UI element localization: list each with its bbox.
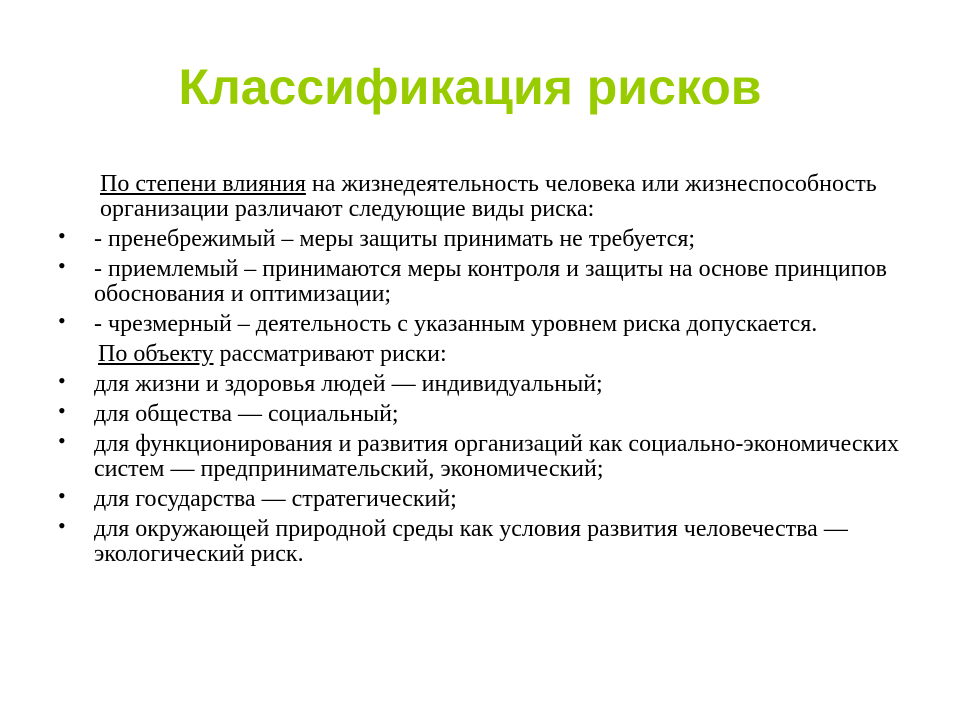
list-item <box>58 428 918 482</box>
list-item-text: для жизни и здоровья людей — индивидуальный; <box>94 371 603 397</box>
section-degree-text: на жизнедеятельность человека или жизнеспособность организации различают следующие виды риска: <box>100 171 877 222</box>
bullet-icon: • <box>58 483 66 508</box>
list-item-text: - чрезмерный – деятельность с указанным уровнем риска допускается. <box>94 311 818 337</box>
bullet-icon: • <box>58 513 66 538</box>
list-item-text: - приемлемый – принимаются меры контроля и защиты на основе принципов обоснования и оптимизации; <box>94 256 887 307</box>
section-object-heading: По объекту <box>98 341 214 367</box>
bullet-icon: • <box>58 308 66 333</box>
list-item <box>58 483 918 512</box>
section-object-intro <box>58 342 918 367</box>
list-item-text: для общества — социальный; <box>94 401 399 427</box>
section-object-text: рассматривают риски: <box>213 341 447 367</box>
list-item <box>58 253 918 307</box>
list-item <box>58 368 918 397</box>
list-item-text: для окружающей природной среды как условия развития человечества — экологический риск. <box>94 516 848 567</box>
bullet-icon: • <box>58 223 66 248</box>
section-degree-heading: По степени влияния <box>100 171 306 197</box>
bullet-icon: • <box>58 428 66 453</box>
list-item-text: для функционирования и развития организаций как социально-экономических систем — предпринимательский, экономический; <box>94 431 900 482</box>
list-item-text: - пренебрежимый – меры защиты принимать не требуется; <box>94 226 696 252</box>
slide-title: Классификация рисков <box>178 59 762 115</box>
bullet-icon: • <box>58 368 66 393</box>
list-item-text: для государства — стратегический; <box>94 486 457 512</box>
bullet-icon: • <box>58 398 66 423</box>
bullet-icon: • <box>58 253 66 278</box>
section-degree-intro <box>58 172 918 222</box>
list-item <box>58 513 918 567</box>
slide-body <box>58 172 918 572</box>
list-item <box>58 308 918 337</box>
list-item <box>58 398 918 427</box>
list-item <box>58 223 918 252</box>
